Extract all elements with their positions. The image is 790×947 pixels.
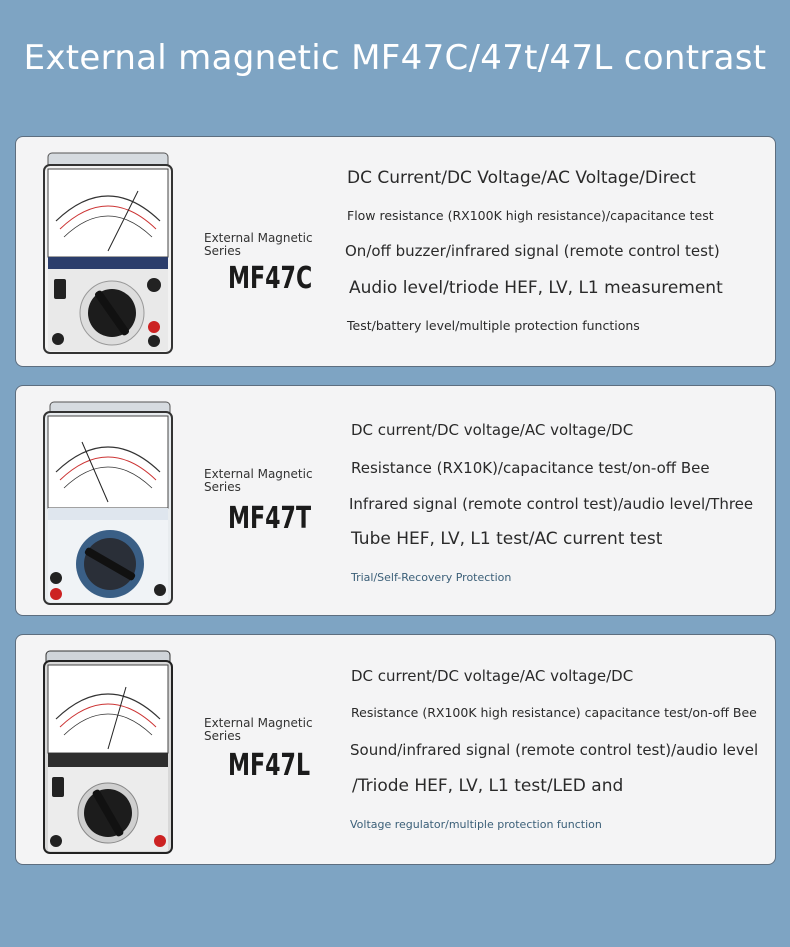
model-name: MF47T xyxy=(228,501,312,536)
feature-line: Audio level/triode HEF, LV, L1 measurement xyxy=(349,278,723,298)
feature-line: Voltage regulator/multiple protection function xyxy=(350,818,602,831)
feature-line: DC current/DC voltage/AC voltage/DC xyxy=(351,667,634,685)
feature-line: /Triode HEF, LV, L1 test/LED and xyxy=(352,776,624,796)
feature-line: DC current/DC voltage/AC voltage/DC xyxy=(351,421,634,439)
model-name: MF47C xyxy=(228,261,313,296)
product-card-mf47l xyxy=(15,634,776,865)
feature-line: Tube HEF, LV, L1 test/AC current test xyxy=(351,529,663,549)
series-label: External Magnetic Series xyxy=(204,716,313,743)
model-name: MF47L xyxy=(228,748,311,783)
product-card-mf47t xyxy=(15,385,776,616)
series-label: External Magnetic Series xyxy=(204,467,313,494)
multimeter-image xyxy=(42,400,174,606)
feature-line: Flow resistance (RX100K high resistance)/capacitance test xyxy=(347,208,714,223)
feature-line: DC Current/DC Voltage/AC Voltage/Direct xyxy=(347,168,696,188)
feature-line: Test/battery level/multiple protection functions xyxy=(347,318,640,333)
feature-line: Infrared signal (remote control test)/audio level/Three xyxy=(349,495,754,513)
feature-line: Resistance (RX100K high resistance) capacitance test/on-off Bee xyxy=(351,705,757,720)
multimeter-image xyxy=(42,151,174,357)
page-title: External magnetic MF47C/47t/47L contrast xyxy=(23,38,767,78)
product-card-mf47c xyxy=(15,136,776,367)
series-label: External Magnetic Series xyxy=(204,231,313,258)
feature-line: Resistance (RX10K)/capacitance test/on-off Bee xyxy=(351,459,710,477)
feature-line: On/off buzzer/infrared signal (remote control test) xyxy=(345,242,720,260)
multimeter-image xyxy=(42,649,174,855)
feature-line: Trial/Self-Recovery Protection xyxy=(351,571,512,584)
feature-line: Sound/infrared signal (remote control test)/audio level xyxy=(350,741,759,759)
